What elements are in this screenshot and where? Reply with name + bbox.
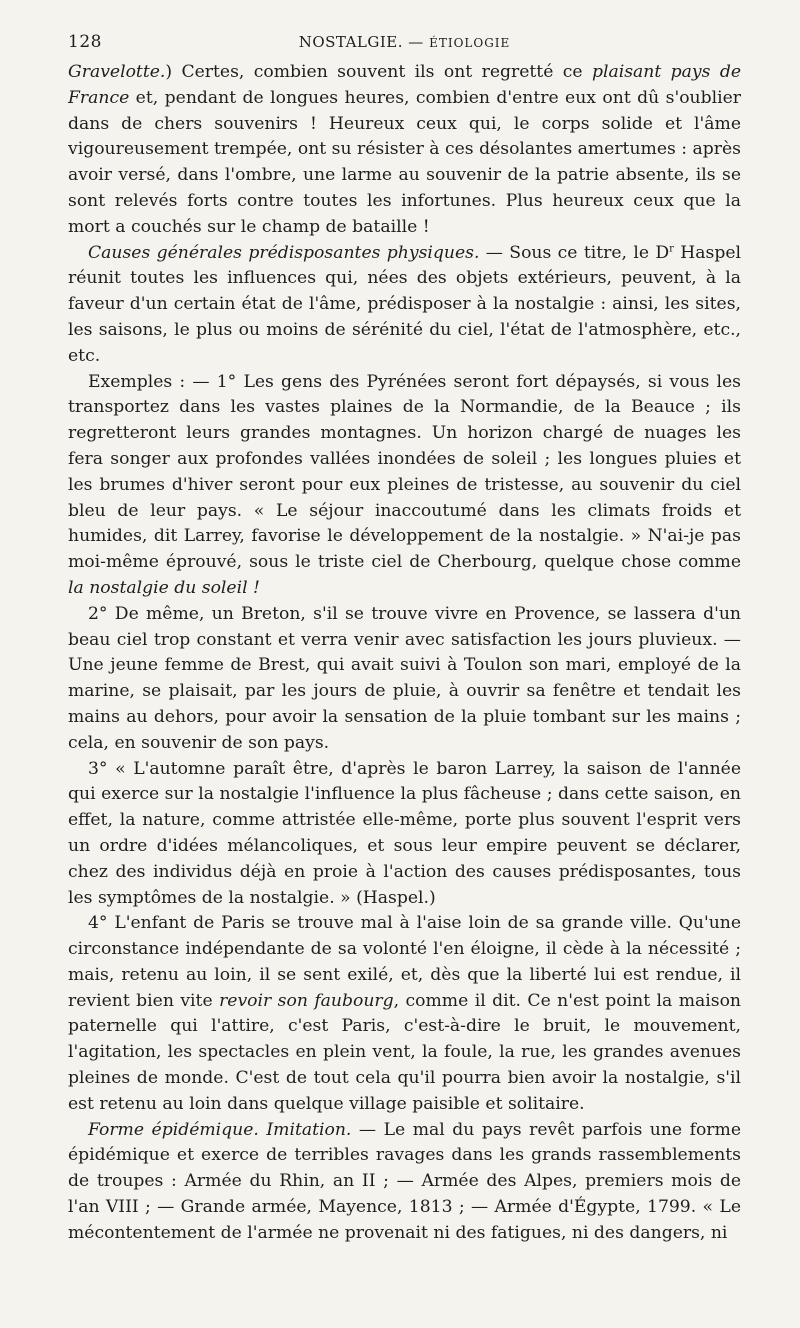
text-span: 4° L'enfant de Paris se trouve mal à l'aise loin de sa grande ville. Qu'une circonstance indépendante de sa volonté l'en éloigne, il cède à la nécessité ; mais, retenu au loin, il se sent exilé, et, dès que la liberté lui est rendue, il revient bien vite (68, 913, 741, 1011)
text-span: 2° De même, un Breton, s'il se trouve vivre en Provence, se lassera d'un beau ciel trop constant et verra venir avec satisfaction les jours pluvieux. — Une jeune femme de Brest, qui avait suivi à Toulon son mari, employé de la marine, se plaisait, par les jours de pluie, à ouvrir sa fenêtre et tendait les mains au dehors, pour avoir la sensation de la pluie tombant sur les mains ; cela, en souvenir de son pays. (68, 603, 741, 753)
page-number: 128 (68, 32, 102, 52)
running-title-section: ÉTIOLOGIE (429, 36, 511, 50)
text-span: Exemples : — 1° Les gens des Pyrénées seront fort dépaysés, si vous les transportez dans les vastes plaines de la Normandie, de la Beauce ; ils regretteront leurs grandes montagnes. Un horizon chargé de nuages les fera songer aux profondes vallées inondées de soleil ; les longues pluies et les brumes d'hiver seront pour eux pleines de tristesse, au souvenir du ciel bleu de leur pays. « Le séjour inaccoutumé dans les climats froids et humides, dit Larrey, favorise le développement de la nostalgie. » N'ai-je pas moi-même éprouvé, sous le triste ciel de Cherbourg, quelque chose comme (68, 371, 741, 573)
section-heading-causes: Causes générales prédisposantes physiques. (88, 242, 480, 263)
running-title-main: NOSTALGIE. (298, 33, 403, 51)
superscript: r (669, 242, 674, 254)
text-span: 3° « L'automne paraît être, d'après le baron Larrey, la saison de l'année qui exerce sur la nostalgie l'influence la plus fâcheuse ; dans cette saison, en effet, la nature, comme attristée elle-même, porte plus souvent l'esprit vers un ordre d'idées mélancoliques, et sous leur empire peuvent se déclarer, chez des individus déjà en proie à l'action des causes prédisposantes, tous les symptômes de la nostalgie. » (Haspel.) (68, 758, 741, 908)
text-span: — Sous ce titre, le D (479, 242, 670, 263)
paragraph-7 (68, 1118, 741, 1247)
paragraph-1 (68, 60, 741, 241)
text-span: , comme il dit. Ce n'est point la maison paternelle qui l'attire, c'est Paris, c'est-à-dire le bruit, le mouvement, l'agitation, les spectacles en plein vent, la foule, la rue, les grandes avenues pleines de monde. C'est de tout cela qu'il pourra bien avoir la nostalgie, s'il est retenu au loin dans quelque village paisible et solitaire. (68, 990, 741, 1114)
section-heading-forme: Forme épidémique. Imitation. (88, 1119, 352, 1140)
paragraph-4 (68, 602, 741, 757)
italic-phrase: plaisant pays de France (68, 62, 742, 108)
italic-phrase: la nostalgie du soleil ! (68, 577, 260, 598)
text-span: et, pendant de longues heures, combien d'entre eux ont dû s'oublier dans de chers souvenirs ! Heureux ceux qui, le corps solide et l'âme vigoureusement trempée, ont su résister à ces désolantes amertumes : après avoir versé, dans l'ombre, une larme au souvenir de la patrie absente, ils se sont relevés forts contre toutes les infortunes. Plus heureux ceux que la mort a couchés sur le champ de bataille ! (68, 87, 741, 237)
paragraph-2 (68, 241, 741, 370)
running-title-dash: — (408, 33, 424, 51)
text-span: ) Certes, combien souvent ils ont regretté ce (165, 62, 592, 82)
paragraph-6 (68, 911, 741, 1117)
running-header (68, 30, 741, 60)
italic-phrase: revoir son faubourg (219, 990, 394, 1011)
text-span: Haspel réunit toutes les influences qui, nées des objets extérieurs, peuvent, à la faveur d'un certain état de l'âme, prédisposer à la nostalgie : ainsi, les sites, les saisons, le plus ou moins de sérénité du ciel, l'état de l'atmosphère, etc., etc. (68, 242, 741, 366)
book-page (68, 30, 741, 1247)
paragraph-3 (68, 370, 741, 602)
page-body (68, 60, 741, 1247)
running-title (68, 33, 741, 51)
text-span: — Le mal du pays revêt parfois une forme épidémique et exerce de terribles ravages dans les grands rassemblements de troupes : Armée du Rhin, an II ; — Armée des Alpes, premiers mois de l'an VIII ; — Grande armée, Mayence, 1813 ; — Armée d'Égypte, 1799. « Le mécontentement de l'armée ne provenait ni des fatigues, ni des dangers, ni (68, 1119, 741, 1243)
italic-place-name: Gravelotte. (68, 62, 166, 82)
paragraph-5 (68, 757, 741, 912)
